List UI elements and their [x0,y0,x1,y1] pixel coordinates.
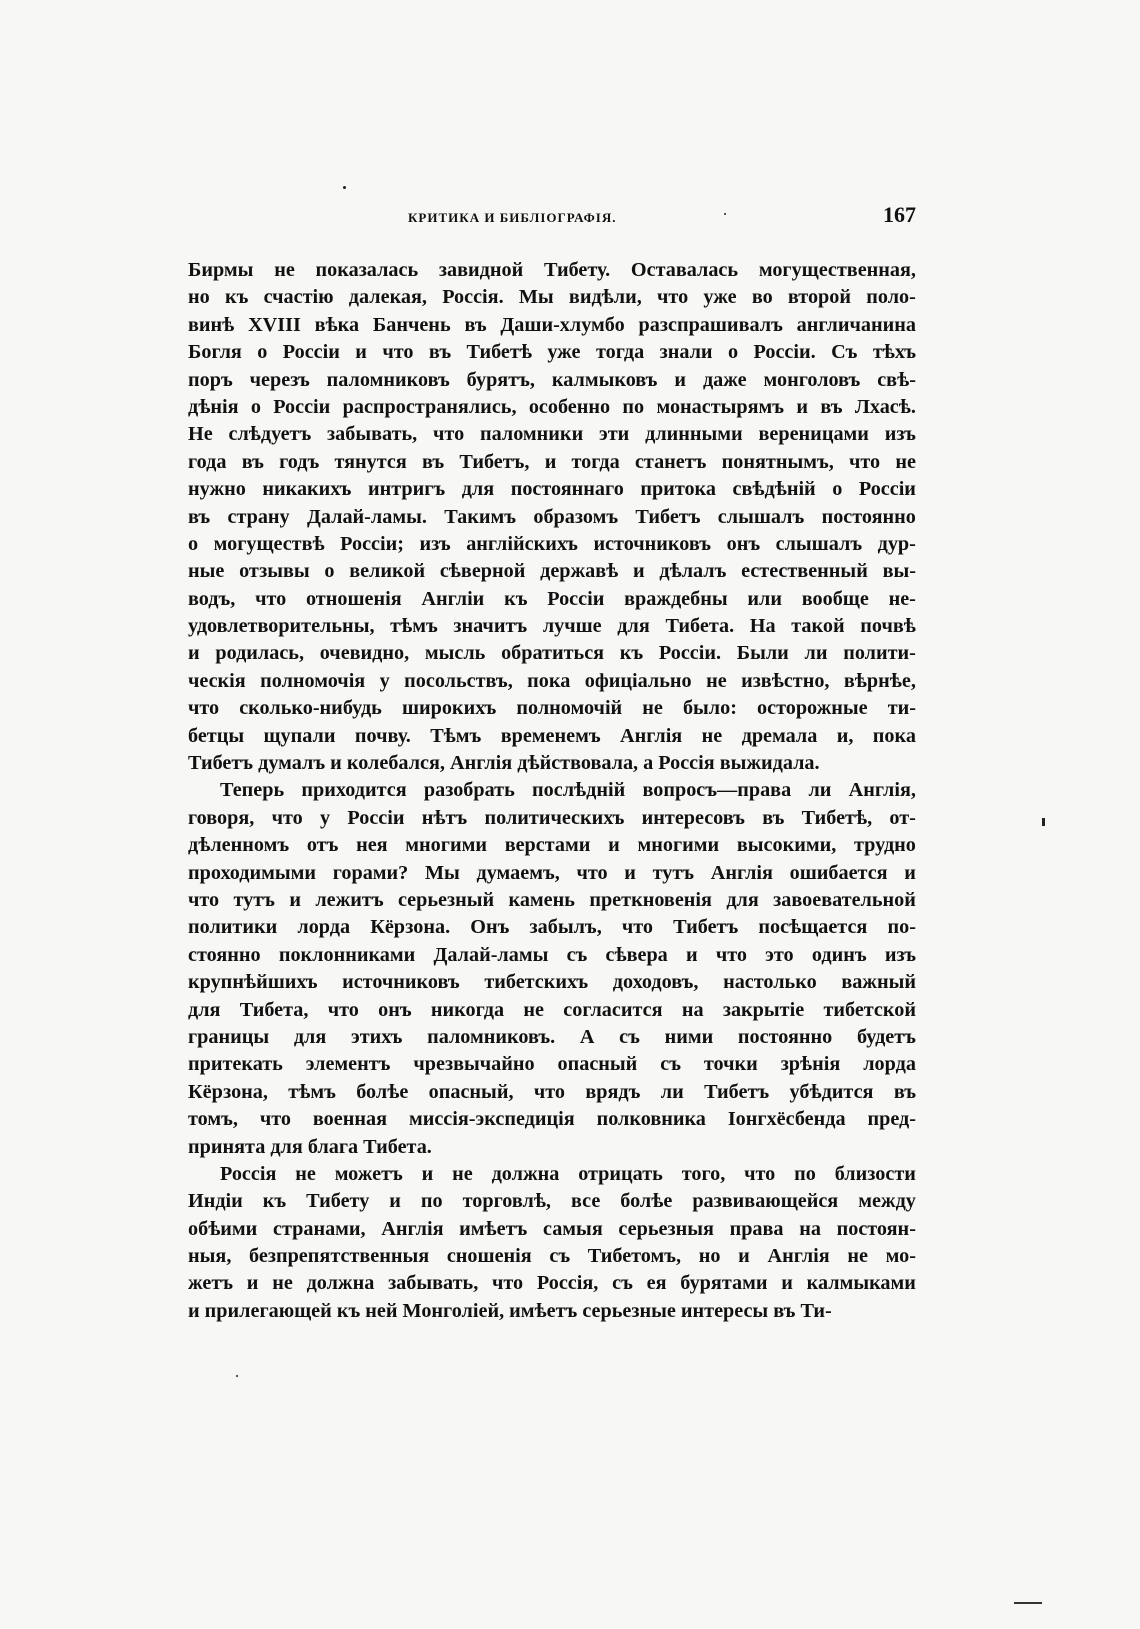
text-line: винѣ XVIII вѣка Банчень въ Даши-хлумбо разспрашивалъ англичанина [188,313,916,336]
text-line: но къ счастію далекая, Россія. Мы видѣли, что уже во второй поло- [188,286,916,309]
text-line: дѣнія о Россіи распространялись, особенно по монастырямъ и въ Лхасѣ. [188,395,916,418]
text-line: Теперь приходится разобрать послѣдній вопросъ—права ли Англія, [220,779,916,802]
text-line: Индіи къ Тибету и по торговлѣ, все болѣе развивающейся между [188,1190,916,1213]
text-line: поръ черезъ паломниковъ бурятъ, калмыковъ и даже монголовъ свѣ- [188,368,916,391]
text-line: проходимыми горами? Мы думаемъ, что и тутъ Англія ошибается и [188,861,916,884]
text-line: въ страну Далай-ламы. Такимъ образомъ Тибетъ слышалъ постоянно [188,505,916,528]
section-title: КРИТИКА И БИБЛІОГРАФІЯ. [408,210,617,225]
running-head [188,202,916,232]
margin-mark [1042,818,1045,826]
text-line: томъ, что военная миссія-экспедиція полковника Іонгхёсбенда пред- [188,1108,916,1131]
text-line: Тибетъ думалъ и колебался, Англія дѣйствовала, а Россія выжидала. [188,752,820,775]
text-line: обѣими странами, Англія имѣетъ самыя серьезныя права на постоян- [188,1217,916,1240]
text-line: бетцы щупали почву. Тѣмъ временемъ Англія не дремала и, пока [188,724,916,747]
text-line: и родилась, очевидно, мысль обратиться къ Россіи. Были ли полити- [188,642,916,665]
text-line: принята для блага Тибета. [188,1135,432,1158]
text-line: политики лорда Кёрзона. Онъ забылъ, что Тибетъ посѣщается по- [188,916,916,939]
margin-dash [1014,1602,1042,1604]
text-line: крупнѣйшихъ источниковъ тибетскихъ доходовъ, настолько важный [188,971,916,994]
text-line: и прилегающей къ ней Монголіей, имѣетъ серьезные интересы въ Ти- [188,1299,832,1322]
scan-speck [343,186,346,189]
text-line: водъ, что отношенія Англіи къ Россіи враждебны или вообще не- [188,587,916,610]
text-line: жетъ и не должна забывать, что Россія, съ ея бурятами и калмыками [188,1272,916,1295]
text-line: дѣленномъ отъ нея многими верстами и многими высокими, трудно [188,834,916,857]
text-line: Не слѣдуетъ забывать, что паломники эти длинными вереницами изъ [188,423,916,446]
text-line: Богля о Россіи и что въ Тибетѣ уже тогда знали о Россіи. Съ тѣхъ [188,341,916,364]
text-line: стоянно поклонниками Далай-ламы съ сѣвера и что это одинъ изъ [188,943,916,966]
text-line: для Тибета, что онъ никогда не согласится на закрытіе тибетской [188,998,916,1021]
paragraph [188,257,916,777]
text-line: года въ годъ тянутся въ Тибетъ, и тогда станетъ понятнымъ, что не [188,450,916,473]
scan-speck [236,1375,238,1377]
text-line: нужно никакихъ интригъ для постояннаго притока свѣдѣній о Россіи [188,478,916,501]
text-line: Россія не можетъ и не должна отрицать того, что по близости [220,1162,916,1185]
text-line: что тутъ и лежитъ серьезный камень преткновенія для завоевательной [188,888,916,911]
text-line: что сколько-нибудь широкихъ полномочій не было: осторожные ти- [188,697,916,720]
text-line: ныя, безпрепятственныя сношенія съ Тибетомъ, но и Англія не мо- [188,1245,916,1268]
text-line: о могуществѣ Россіи; изъ англійскихъ источниковъ онъ слышалъ дур- [188,532,916,555]
text-line: ческія полномочія у посольствъ, пока офиціально не извѣстно, вѣрнѣе, [188,669,916,692]
text-line: Кёрзона, тѣмъ болѣе опасный, что врядъ ли Тибетъ убѣдится въ [188,1080,916,1103]
page-number: 167 [883,202,916,227]
text-line: удовлетворительны, тѣмъ значитъ лучше для Тибета. На такой почвѣ [188,615,916,638]
text-line: границы для этихъ паломниковъ. А съ ними постоянно будетъ [188,1025,916,1048]
text-line: Бирмы не показалась завидной Тибету. Оставалась могущественная, [188,259,916,281]
body-text [188,257,916,1325]
paragraph [188,1161,916,1325]
text-line: ные отзывы о великой сѣверной державѣ и дѣлалъ естественный вы- [188,560,916,583]
paragraph [188,777,916,1160]
text-line: говоря, что у Россіи нѣтъ политическихъ интересовъ въ Тибетѣ, от- [188,806,916,829]
text-line: притекать элементъ чрезвычайно опасный съ точки зрѣнія лорда [188,1053,916,1076]
